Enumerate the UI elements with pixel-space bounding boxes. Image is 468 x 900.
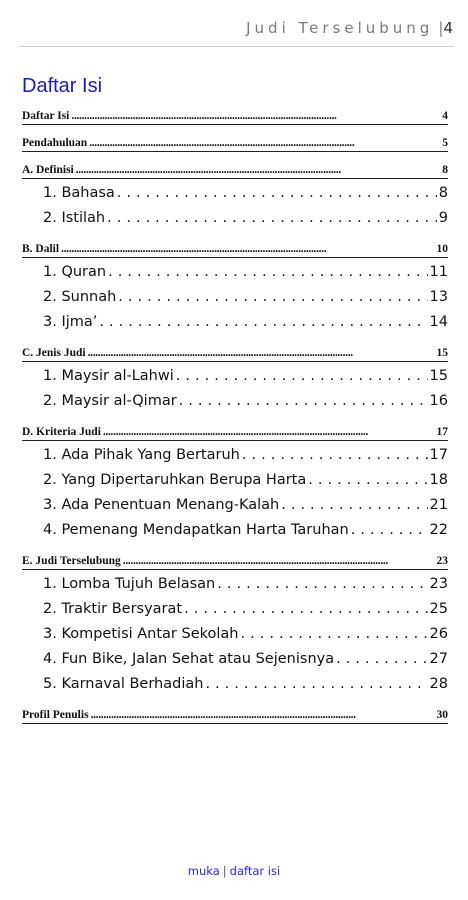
toc-section-entry[interactable] <box>22 110 448 125</box>
toc-subsection-entry[interactable] <box>22 260 448 285</box>
toc-entry-label: E. Judi Terselubung <box>22 555 121 567</box>
dot-leader <box>336 647 427 672</box>
toc-entry-label: 2. Maysir al-Qimar <box>43 393 177 409</box>
toc-link[interactable]: daftar isi <box>229 864 281 878</box>
toc-subsection-entry[interactable] <box>22 597 448 622</box>
toc-section-entry[interactable] <box>22 347 448 362</box>
toc-entry-label: 2. Traktir Bersyarat <box>43 601 183 617</box>
toc-subsection-entry[interactable] <box>22 364 448 389</box>
toc-entry-page: 16 <box>429 393 448 409</box>
toc-section-entry[interactable] <box>22 137 448 152</box>
dot-leader <box>217 572 427 597</box>
toc-entry-page: 5 <box>442 137 448 149</box>
toc-entry-label: 4. Pemenang Mendapatkan Harta Taruhan <box>43 522 349 538</box>
toc-entry-page: 13 <box>429 289 448 305</box>
toc-entry-page: 30 <box>436 709 448 721</box>
dot-leader <box>107 206 437 231</box>
toc-subsection-entry[interactable] <box>22 285 448 310</box>
toc-entry-page: 23 <box>436 555 448 567</box>
dot-leader <box>108 260 427 285</box>
toc-section-entry[interactable] <box>22 555 448 570</box>
toc-entry-page: 21 <box>429 497 448 513</box>
dot-leader <box>351 518 428 543</box>
toc-section-entry[interactable] <box>22 243 448 258</box>
toc-entry-label: Daftar Isi <box>22 110 70 122</box>
dot-leader <box>91 709 435 721</box>
toc-entry-page: 10 <box>436 243 448 255</box>
toc-entry-page: 26 <box>429 626 448 642</box>
toc-section-entry[interactable] <box>22 426 448 441</box>
toc-entry-label: 2. Sunnah <box>43 289 117 305</box>
footer-separator: | <box>222 864 227 878</box>
dot-leader <box>123 555 435 567</box>
toc-entry-label: 1. Ada Pihak Yang Bertaruh <box>43 447 240 463</box>
toc-subsection-entry[interactable] <box>22 310 448 335</box>
dot-leader <box>61 243 434 255</box>
toc-entry-page: 27 <box>429 651 448 667</box>
toc-entry-label: Pendahuluan <box>22 137 88 149</box>
book-title: Judi Terselubung <box>246 19 434 37</box>
header-separator: | <box>438 19 444 37</box>
toc-entry-page: 4 <box>442 110 448 122</box>
toc-subsection-entry[interactable] <box>22 389 448 414</box>
toc-entry-label: D. Kriteria Judi <box>22 426 101 438</box>
dot-leader <box>118 285 427 310</box>
toc-subsection-entry[interactable] <box>22 647 448 672</box>
toc-entry-page: 11 <box>429 264 448 280</box>
toc-entry-label: B. Dalil <box>22 243 60 255</box>
dot-leader <box>184 597 427 622</box>
dot-leader <box>242 443 428 468</box>
toc-entry-page: 25 <box>429 601 448 617</box>
dot-leader <box>308 468 427 493</box>
toc-entry-label: 1. Quran <box>43 264 107 280</box>
toc-entry-page: 17 <box>429 447 448 463</box>
dot-leader <box>241 622 428 647</box>
toc-entry-page: 17 <box>436 426 448 438</box>
toc-entry-label: 5. Karnaval Berhadiah <box>43 676 204 692</box>
dot-leader <box>103 426 435 438</box>
toc-entry-page: 15 <box>429 368 448 384</box>
toc-entry-label: 4. Fun Bike, Jalan Sehat atau Sejenisnya <box>43 651 335 667</box>
toc-entry-page: 8 <box>438 185 448 201</box>
page-header <box>20 18 454 47</box>
table-of-contents <box>22 104 448 724</box>
toc-entry-page: 14 <box>429 314 448 330</box>
home-link[interactable]: muka <box>187 864 220 878</box>
dot-leader <box>88 347 435 359</box>
toc-section-entry[interactable] <box>22 164 448 179</box>
dot-leader <box>76 164 441 176</box>
toc-entry-label: Profil Penulis <box>22 709 89 721</box>
toc-subsection-entry[interactable] <box>22 572 448 597</box>
dot-leader <box>117 181 437 206</box>
toc-section-entry[interactable] <box>22 709 448 724</box>
toc-entry-label: 1. Lomba Tujuh Belasan <box>43 576 216 592</box>
toc-entry-page: 18 <box>429 472 448 488</box>
toc-entry-label: C. Jenis Judi <box>22 347 86 359</box>
toc-entry-label: 1. Maysir al-Lahwi <box>43 368 174 384</box>
toc-entry-label: 3. Ada Penentuan Menang-Kalah <box>43 497 280 513</box>
footer-nav <box>0 864 468 878</box>
dot-leader <box>176 364 428 389</box>
dot-leader <box>99 310 427 335</box>
toc-subsection-entry[interactable] <box>22 443 448 468</box>
dot-leader <box>179 389 428 414</box>
toc-subsection-entry[interactable] <box>22 181 448 206</box>
toc-entry-label: 3. Ijma’ <box>43 314 98 330</box>
toc-subsection-entry[interactable] <box>22 672 448 697</box>
toc-entry-page: 23 <box>429 576 448 592</box>
toc-title: Daftar Isi <box>22 75 103 97</box>
toc-subsection-entry[interactable] <box>22 493 448 518</box>
toc-entry-page: 9 <box>438 210 448 226</box>
dot-leader <box>281 493 427 518</box>
toc-entry-label: 2. Istilah <box>43 210 106 226</box>
dot-leader <box>71 110 440 122</box>
toc-subsection-entry[interactable] <box>22 518 448 543</box>
toc-entry-label: A. Definisi <box>22 164 74 176</box>
toc-entry-label: 2. Yang Dipertaruhkan Berupa Harta <box>43 472 307 488</box>
dot-leader <box>89 137 440 149</box>
toc-entry-page: 28 <box>429 676 448 692</box>
toc-entry-label: 1. Bahasa <box>43 185 115 201</box>
toc-subsection-entry[interactable] <box>22 206 448 231</box>
toc-entry-page: 22 <box>429 522 448 538</box>
dot-leader <box>205 672 427 697</box>
toc-entry-page: 15 <box>436 347 448 359</box>
toc-entry-page: 8 <box>442 164 448 176</box>
page-number: 4 <box>443 19 454 37</box>
toc-subsection-entry[interactable] <box>22 622 448 647</box>
toc-entry-label: 3. Kompetisi Antar Sekolah <box>43 626 239 642</box>
toc-subsection-entry[interactable] <box>22 468 448 493</box>
